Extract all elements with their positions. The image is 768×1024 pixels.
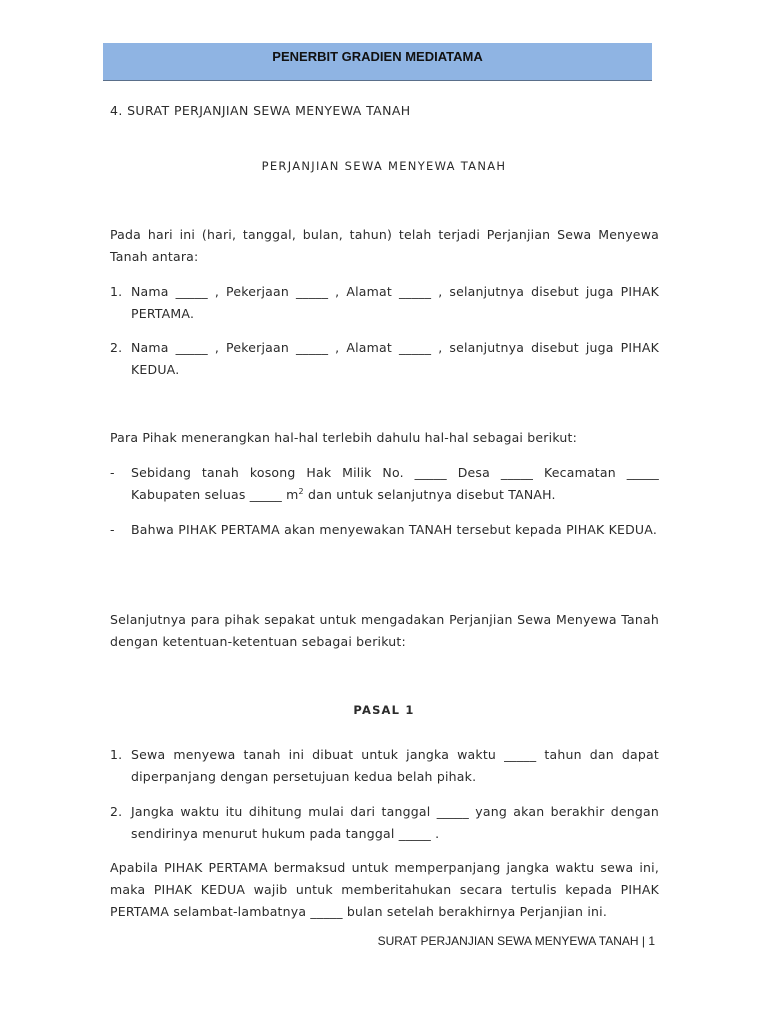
pasal-item (110, 801, 659, 845)
pasal-title: PASAL 1 (353, 703, 415, 717)
party-item (110, 337, 659, 381)
statement-item (110, 519, 659, 541)
intro-paragraph: Pada hari ini (hari, tanggal, bulan, tahun) telah terjadi Perjanjian Sewa Menyewa Tanah antara: (110, 227, 659, 264)
party-item (110, 281, 659, 325)
section-title: 4. SURAT PERJANJIAN SEWA MENYEWA TANAH (110, 103, 411, 118)
pasal-item (110, 744, 659, 788)
statement-text: Sebidang tanah kosong Hak Milik No. _____ Desa _____ Kecamatan _____ Kabupaten seluas _____ $m^2$ dan untuk selanjutnya disebut TANAH. (131, 465, 659, 502)
list-number: 2. (110, 340, 123, 355)
list-number: 2. (110, 804, 123, 819)
page-header (103, 43, 652, 81)
publisher-name: PENERBIT GRADIEN MEDIATAMA (272, 49, 483, 64)
superscript: 2 (298, 486, 304, 496)
party-text: Nama _____ , Pekerjaan _____ , Alamat _____ , selanjutnya disebut juga PIHAK KEDUA. (131, 340, 659, 377)
statement-intro: Para Pihak menerangkan hal-hal terlebih dahulu hal-hal sebagai berikut: (110, 430, 578, 445)
pasal-closing: Apabila PIHAK PERTAMA bermaksud untuk memperpanjang jangka waktu sewa ini, maka PIHAK KEDUA wajib untuk memberitahukan secara tertulis kepada PIHAK PERTAMA selambat-lambatnya _____ bulan setelah berakhirnya Perjanjian ini. (110, 860, 659, 919)
page-footer: SURAT PERJANJIAN SEWA MENYEWA TANAH | 1 (377, 934, 655, 948)
pasal-item-text: Sewa menyewa tanah ini dibuat untuk jangka waktu _____ tahun dan dapat diperpanjang dengan persetujuan kedua belah pihak. (131, 747, 659, 784)
list-number: 1. (110, 747, 123, 762)
agreement-intro: Selanjutnya para pihak sepakat untuk mengadakan Perjanjian Sewa Menyewa Tanah dengan ketentuan-ketentuan sebagai berikut: (110, 612, 659, 649)
list-number: 1. (110, 284, 123, 299)
bullet: - (110, 465, 115, 480)
bullet: - (110, 522, 115, 537)
pasal-item-text: Jangka waktu itu dihitung mulai dari tanggal _____ yang akan berakhir dengan sendirinya menurut hukum pada tanggal _____ . (131, 804, 659, 841)
party-text: Nama _____ , Pekerjaan _____ , Alamat _____ , selanjutnya disebut juga PIHAK PERTAMA. (131, 284, 659, 321)
statement-text: Bahwa PIHAK PERTAMA akan menyewakan TANAH tersebut kepada PIHAK KEDUA. (131, 522, 657, 537)
statement-item (110, 462, 659, 506)
document-title: PERJANJIAN SEWA MENYEWA TANAH (261, 159, 507, 173)
